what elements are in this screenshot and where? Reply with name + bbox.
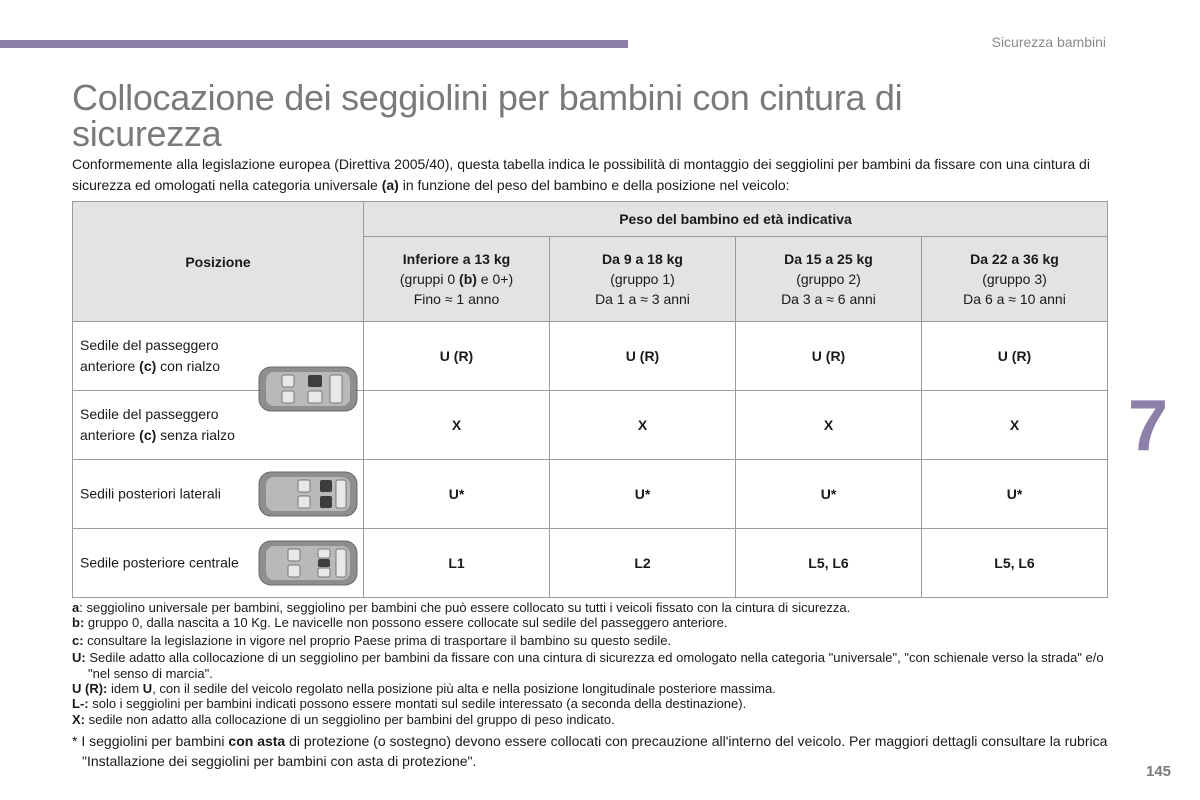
group-age: Fino ≈ 1 anno xyxy=(413,291,500,307)
table-row xyxy=(73,322,1108,391)
chapter-number: 7 xyxy=(1128,386,1169,466)
table-cell: X xyxy=(736,391,922,460)
position-label: Sedili posteriori laterali xyxy=(80,485,221,502)
car-front-seat-icon xyxy=(258,363,358,415)
group-name: (gruppi 0 (b) e 0+) xyxy=(399,271,514,287)
table-cell: U* xyxy=(364,460,550,529)
group-header xyxy=(736,237,922,322)
table-cell: U* xyxy=(550,460,736,529)
header-accent-bar xyxy=(0,40,628,48)
group-age: Da 6 a ≈ 10 anni xyxy=(963,291,1066,307)
page-number: 145 xyxy=(1146,763,1172,780)
intro-text: Conformemente alla legislazione europea (Direttiva 2005/40), questa tabella indica le possibilità di montaggio dei seggiolini per bambini da fissare con una cintura di sicurezza ed omologati nella categoria universale xyxy=(72,156,1090,193)
weight-header: Peso del bambino ed età indicativa xyxy=(364,202,1108,237)
table-row xyxy=(73,391,1108,460)
intro-paragraph xyxy=(72,154,1112,196)
note-a: a: seggiolino universale per bambini, seggiolino per bambini che può essere collocato su tutti i veicoli fissato con la cintura di sicurezza. xyxy=(72,600,851,615)
note-l: L-: solo i seggiolini per bambini indicati possono essere montati sul sedile interessato (a seconda della destinazione). xyxy=(72,696,747,712)
table-cell: L1 xyxy=(364,529,550,598)
legend-notes xyxy=(72,600,1122,727)
asterisk-note: * I seggiolini per bambini con asta di protezione (o sostegno) devono essere collocati con precauzione all'interno del veicolo. Per maggiori dettagli consultare la rubrica "Installazione dei seggiolini per bambini con asta di protezione". xyxy=(72,733,1108,769)
intro-ref: (a) xyxy=(381,177,399,193)
position-header: Posizione xyxy=(73,202,364,322)
section-title: Sicurezza bambini xyxy=(991,34,1106,50)
car-rear-side-seats-icon xyxy=(258,468,358,520)
table-cell: U (R) xyxy=(550,322,736,391)
note-b: b: gruppo 0, dalla nascita a 10 Kg. Le navicelle non possono essere collocate sul sedile del passeggero anteriore. xyxy=(72,615,728,631)
group-name: (gruppo 2) xyxy=(796,271,861,287)
page-title: Collocazione dei seggiolini per bambini con cintura di sicurezza xyxy=(72,77,903,154)
group-header xyxy=(922,237,1108,322)
note-ur: U (R): idem U, con il sedile del veicolo regolato nella posizione più alta e nella posizione longitudinale posteriore massima. xyxy=(72,681,776,697)
group-weight: Da 9 a 18 kg xyxy=(602,251,683,267)
group-header xyxy=(364,237,550,322)
table-cell: L5, L6 xyxy=(736,529,922,598)
position-label: Sedile del passeggero anteriore (c) con rialzo xyxy=(80,337,221,374)
group-age: Da 3 a ≈ 6 anni xyxy=(781,291,876,307)
table-cell: U* xyxy=(736,460,922,529)
intro-text-end: in funzione del peso del bambino e della posizione nel veicolo: xyxy=(398,177,790,193)
table-cell: U (R) xyxy=(922,322,1108,391)
group-header xyxy=(550,237,736,322)
table-cell: U* xyxy=(922,460,1108,529)
group-weight: Da 22 a 36 kg xyxy=(970,251,1059,267)
car-rear-center-seat-icon xyxy=(258,537,358,589)
position-label: Sedile posteriore centrale xyxy=(80,554,239,571)
table-cell: X xyxy=(550,391,736,460)
group-name: (gruppo 1) xyxy=(610,271,675,287)
table-cell: L5, L6 xyxy=(922,529,1108,598)
note-x: X: sedile non adatto alla collocazione di un seggiolino per bambini del gruppo di peso indicato. xyxy=(72,711,615,727)
position-label: Sedile del passeggero anteriore (c) senza rialzo xyxy=(80,406,235,443)
table-cell: U (R) xyxy=(364,322,550,391)
note-c: c: consultare la legislazione in vigore nel proprio Paese prima di trasportare il bambino su questo sedile. xyxy=(72,632,672,648)
group-name: (gruppo 3) xyxy=(982,271,1047,287)
group-age: Da 1 a ≈ 3 anni xyxy=(595,291,690,307)
note-u: U: Sedile adatto alla collocazione di un seggiolino per bambini da fissare con una cintura di sicurezza ed omologato nella categoria "universale", "con schienale verso la strada" e/o "nel senso di marcia". xyxy=(72,650,1104,681)
table-cell: X xyxy=(364,391,550,460)
group-weight: Da 15 a 25 kg xyxy=(784,251,873,267)
group-weight: Inferiore a 13 kg xyxy=(402,251,511,267)
table-cell: U (R) xyxy=(736,322,922,391)
table-cell: L2 xyxy=(550,529,736,598)
table-row xyxy=(73,529,1108,598)
child-seat-table xyxy=(72,201,1108,598)
table-row xyxy=(73,460,1108,529)
table-cell: X xyxy=(922,391,1108,460)
